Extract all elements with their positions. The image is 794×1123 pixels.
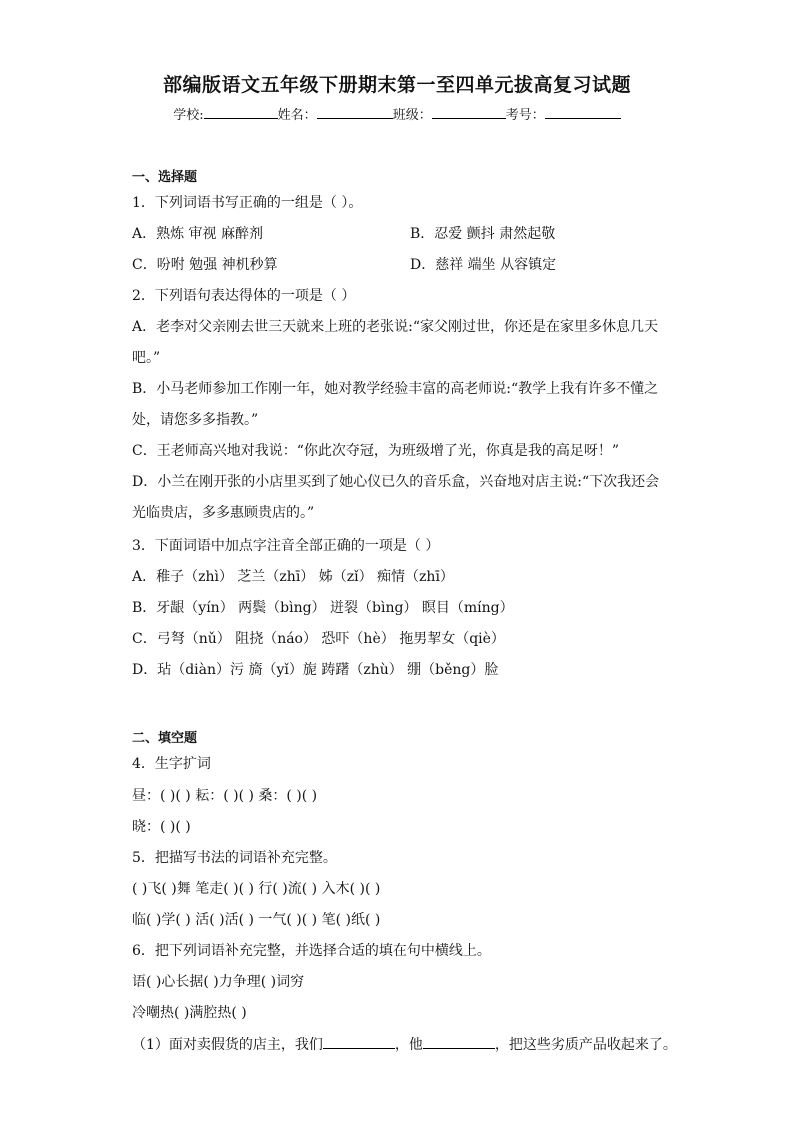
question-5-row-1[interactable]: ( )飞( )舞 笔走( )( ) 行( )流( ) 入木( )( )	[132, 881, 381, 897]
question-1-stem: 1．下列词语书写正确的一组是（ ）。	[132, 195, 363, 211]
section-heading-fill: 二、填空题	[132, 731, 198, 746]
page-title: 部编版语文五年级下册期末第一至四单元拔高复习试题	[162, 74, 631, 96]
question-2-option-d-line2[interactable]: 光临贵店，多多惠顾贵店的。”	[132, 505, 315, 521]
question-1-option-a[interactable]: A．熟炼 审视 麻醉剂	[132, 226, 264, 242]
question-3-option-a[interactable]: A．稚子（zhì） 芝兰（zhī） 姊（zǐ） 痴情（zhī）	[132, 569, 454, 585]
question-2-option-d-line1[interactable]: D．小兰在刚开张的小店里买到了她心仪已久的音乐盒，兴奋地对店主说:“下次我还会	[132, 474, 660, 490]
section-heading-choice: 一、选择题	[132, 170, 198, 185]
class-label: 班级：	[392, 108, 432, 123]
question-6-stem: 6．把下列词语补充完整，并选择合适的填在句中横线上。	[132, 943, 491, 959]
exam-no-blank[interactable]	[545, 106, 621, 119]
class-blank[interactable]	[432, 106, 506, 119]
sentence-1-part-3: ，把这些劣质产品收起来了。	[494, 1037, 677, 1053]
question-2-option-a-line2[interactable]: 吧。”	[132, 350, 161, 366]
question-4-stem: 4．生字扩词	[132, 756, 211, 772]
question-2-option-c[interactable]: C．王老师高兴地对我说：“你此次夺冠，为班级增了光，你真是我的高足呀！”	[132, 443, 620, 459]
sentence-1-blank-1[interactable]	[323, 1034, 395, 1049]
question-2-option-b-line2[interactable]: 处，请您多多指教。”	[132, 412, 259, 428]
question-5-row-2[interactable]: 临( )学( ) 活( )活( ) 一气( )( ) 笔( )纸( )	[132, 912, 381, 928]
sentence-1-part-1: （1）面对卖假货的店主，我们	[132, 1037, 323, 1053]
question-1-option-c[interactable]: C．吩咐 勉强 神机秒算	[132, 257, 278, 273]
sentence-1-blank-2[interactable]	[423, 1034, 495, 1049]
question-3-option-b[interactable]: B．牙龈（yín） 两鬓（bìng） 迸裂（bìng） 瞑目（míng）	[132, 600, 514, 616]
name-label: 姓名：	[277, 108, 317, 123]
question-6-row-2[interactable]: 冷嘲热( )满腔热( )	[132, 1005, 247, 1021]
question-6-row-1[interactable]: 语( )心长据( )力争理( )词穷	[132, 974, 305, 990]
school-blank[interactable]	[204, 106, 278, 119]
question-2-stem: 2．下列语句表达得体的一项是（ ）	[132, 288, 356, 304]
question-2-option-a-line1[interactable]: A．老李对父亲刚去世三天就来上班的老张说:“家父刚过世，你还是在家里多休息几天	[132, 319, 658, 335]
sentence-1-part-2: ，他	[394, 1037, 423, 1053]
name-blank[interactable]	[317, 106, 393, 119]
student-info-row	[0, 104, 794, 123]
question-5-stem: 5．把描写书法的词语补充完整。	[132, 850, 337, 866]
question-3-stem: 3．下面词语中加点字注音全部正确的一项是（ ）	[132, 538, 440, 554]
question-6-sentence-1	[132, 1034, 677, 1054]
question-1-option-b[interactable]: B．忍爱 颤抖 肃然起敬	[410, 226, 556, 242]
question-2-option-b-line1[interactable]: B．小马老师参加工作刚一年，她对教学经验丰富的高老师说:“教学上我有许多不懂之	[132, 381, 659, 397]
question-1-option-d[interactable]: D．慈祥 端坐 从容镇定	[410, 257, 557, 273]
school-label: 学校:	[173, 108, 204, 123]
question-4-row-2[interactable]: 晓：( )( )	[132, 819, 191, 835]
question-4-row-1[interactable]: 昼：( )( ) 耘：( )( ) 桑：( )( )	[132, 788, 318, 804]
exam-no-label: 考号：	[505, 108, 545, 123]
question-3-option-d[interactable]: D．玷（diàn）污 旖（yǐ）旎 踌躇（zhù） 绷（běng）脸	[132, 662, 499, 678]
question-3-option-c[interactable]: C．弓弩（nǔ） 阻挠（náo） 恐吓（hè） 拖男挈女（qiè）	[132, 631, 505, 647]
